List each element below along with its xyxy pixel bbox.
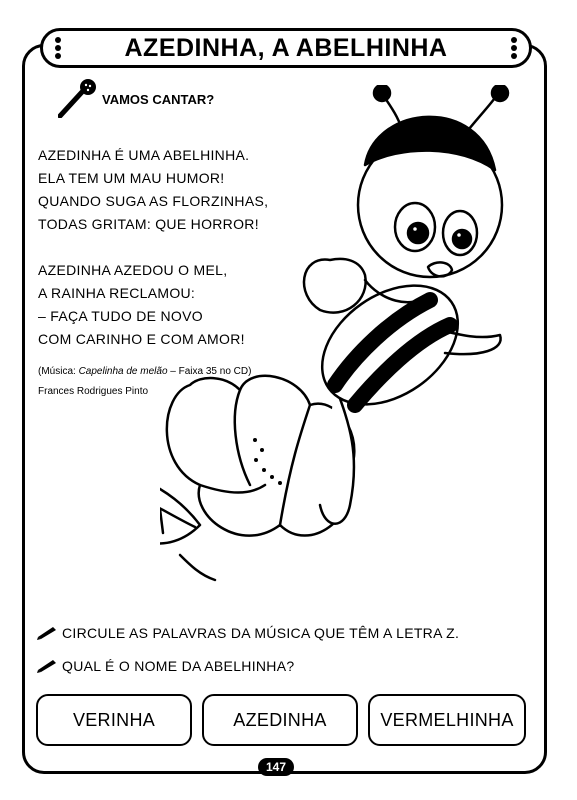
question-bee-name [36, 658, 294, 674]
question-text: CIRCULE AS PALAVRAS DA MÚSICA QUE TÊM A LETRA Z. [62, 625, 460, 641]
lyric-line: ELA TEM UM MAU HUMOR! [38, 170, 225, 186]
page-title: AZEDINHA, A ABELHINHA [124, 33, 448, 62]
lyric-line: AZEDINHA AZEDOU O MEL, [38, 262, 228, 278]
lyric-line: A RAINHA RECLAMOU: [38, 285, 196, 301]
lyric-line: QUANDO SUGA AS FLORZINHAS, [38, 193, 269, 209]
banner-dots-left [49, 35, 67, 61]
question-text: QUAL É O NOME DA ABELHINHA? [62, 658, 295, 674]
microphone-icon [58, 78, 100, 118]
lyric-line: AZEDINHA É UMA ABELHINHA. [38, 147, 250, 163]
answer-option-vermelhinha[interactable]: VERMELHINHA [368, 694, 526, 746]
lyric-line: COM CARINHO E COM AMOR! [38, 331, 245, 347]
pencil-icon [36, 659, 58, 673]
question-circle-words [36, 625, 459, 641]
banner-dots-right [505, 35, 523, 61]
lyric-line: – FAÇA TUDO DE NOVO [38, 308, 203, 324]
lyric-line: TODAS GRITAM: QUE HORROR! [38, 216, 259, 232]
credit-source: (Música: Capelinha de melão – Faixa 35 no CD) [38, 366, 252, 377]
pencil-icon [36, 626, 58, 640]
answer-options [36, 694, 526, 750]
page-number: 147 [258, 758, 294, 776]
title-banner [40, 28, 532, 68]
bee-on-flower-illustration [160, 85, 520, 605]
credit-author: Frances Rodrigues Pinto [38, 386, 149, 397]
section-label: VAMOS CANTAR? [102, 92, 215, 107]
answer-option-azedinha[interactable]: AZEDINHA [202, 694, 358, 746]
answer-option-verinha[interactable]: VERINHA [36, 694, 192, 746]
